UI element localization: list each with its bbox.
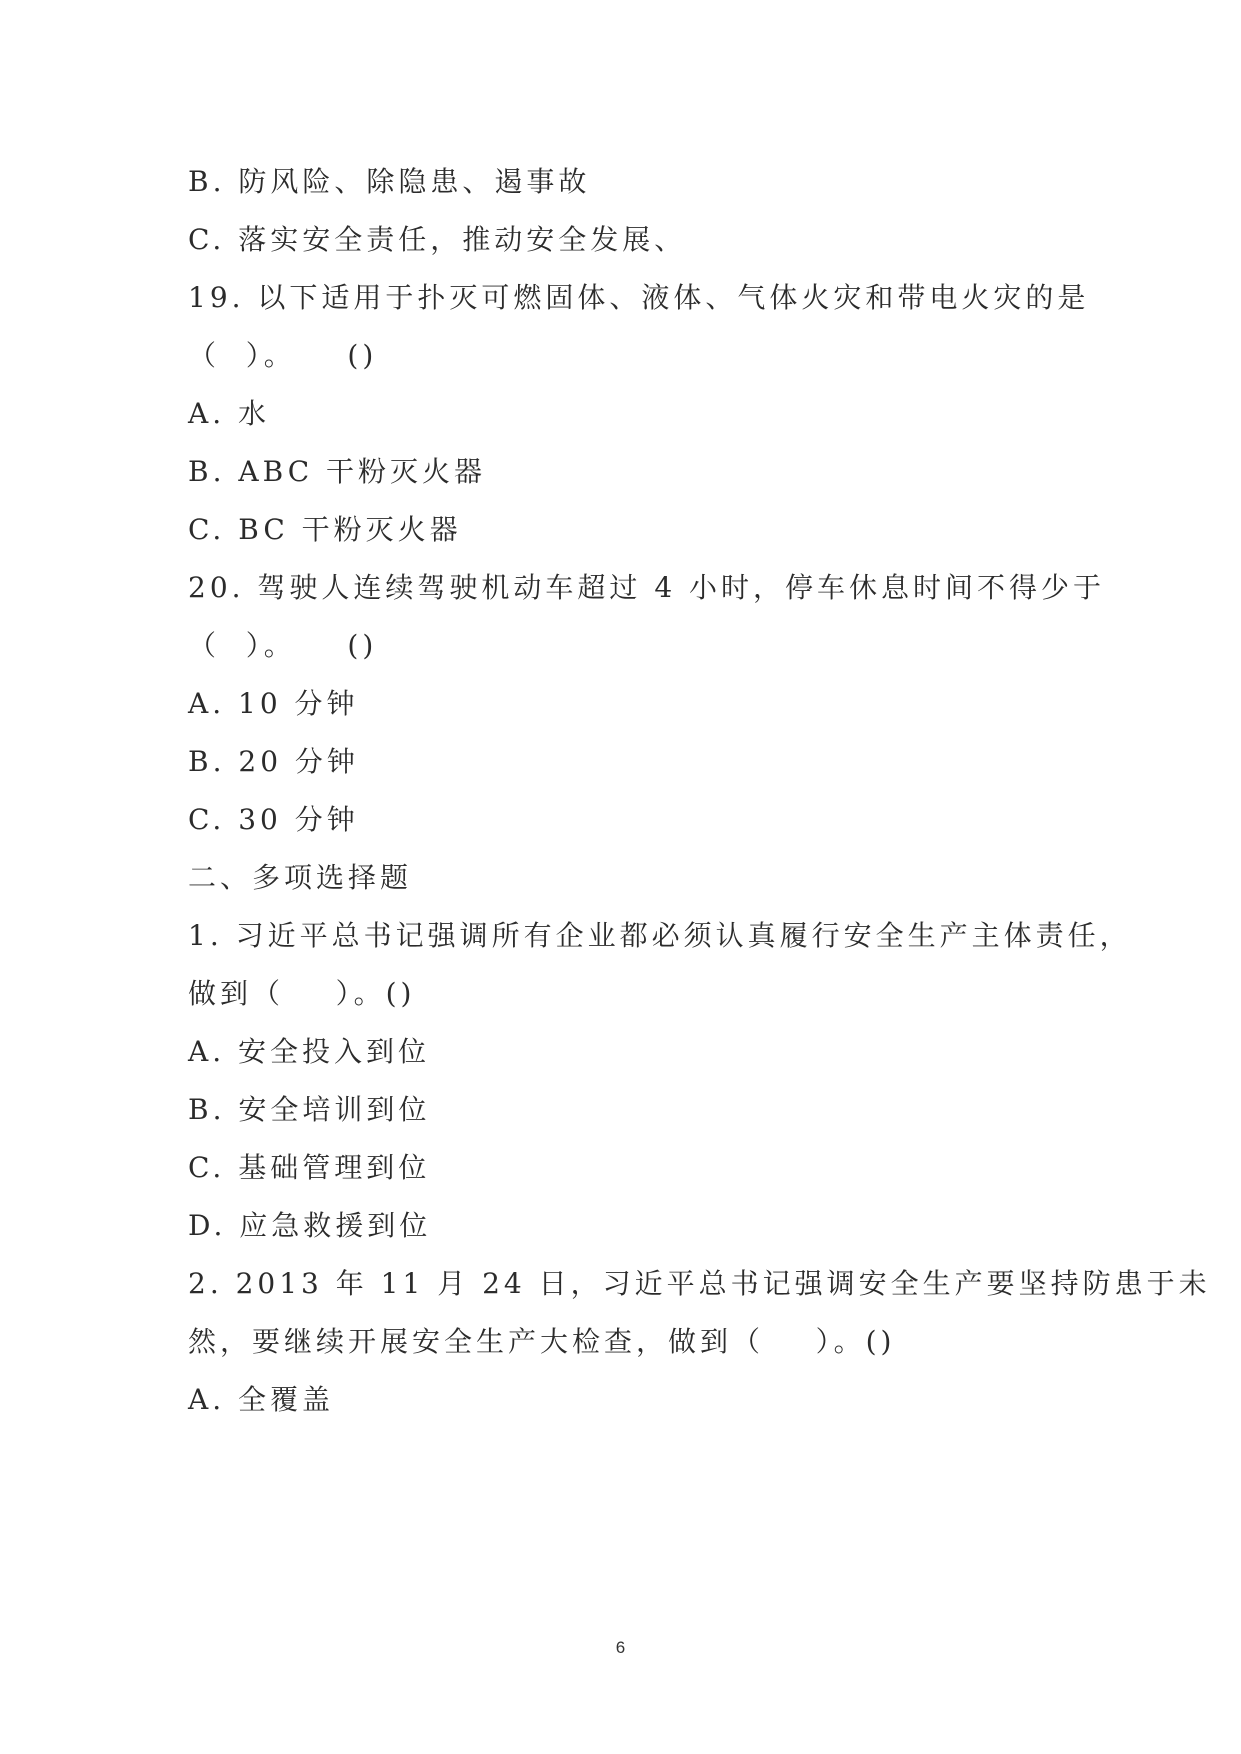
option-c-q18: C. 落实安全责任，推动安全发展、 — [188, 223, 687, 256]
page-number: 6 — [615, 1638, 626, 1657]
multi-question-1: 1. 习近平总书记强调所有企业都必须认真履行安全生产主体责任， — [188, 919, 1132, 952]
question-19: 19. 以下适用于扑灭可燃固体、液体、气体火灾和带电火灾的是 — [188, 281, 1090, 314]
question-20-blank: （ ）。 () — [188, 629, 378, 662]
option-c-mq1: C. 基础管理到位 — [188, 1151, 431, 1184]
option-c-q19: C. BC 干粉灭火器 — [188, 513, 462, 546]
option-a-mq2: A. 全覆盖 — [188, 1383, 335, 1416]
section-heading-multiple-choice: 二、多项选择题 — [188, 861, 413, 894]
question-19-blank: （ ）。 () — [188, 339, 378, 372]
option-b-mq1: B. 安全培训到位 — [188, 1093, 431, 1126]
option-a-mq1: A. 安全投入到位 — [188, 1035, 431, 1068]
option-b-q18: B. 防风险、除隐患、遏事故 — [188, 165, 591, 198]
option-b-q20: B. 20 分钟 — [188, 745, 359, 778]
option-d-mq1: D. 应急救援到位 — [188, 1209, 432, 1242]
question-20: 20. 驾驶人连续驾驶机动车超过 4 小时，停车休息时间不得少于 — [188, 571, 1106, 604]
option-b-q19: B. ABC 干粉灭火器 — [188, 455, 487, 488]
multi-question-1-cont: 做到（ ）。() — [188, 977, 416, 1010]
multi-question-2-cont: 然，要继续开展安全生产大检查，做到（ ）。() — [188, 1325, 896, 1358]
option-a-q20: A. 10 分钟 — [188, 687, 359, 720]
option-a-q19: A. 水 — [188, 397, 271, 430]
multi-question-2: 2. 2013 年 11 月 24 日，习近平总书记强调安全生产要坚持防患于未 — [188, 1267, 1211, 1300]
option-c-q20: C. 30 分钟 — [188, 803, 359, 836]
